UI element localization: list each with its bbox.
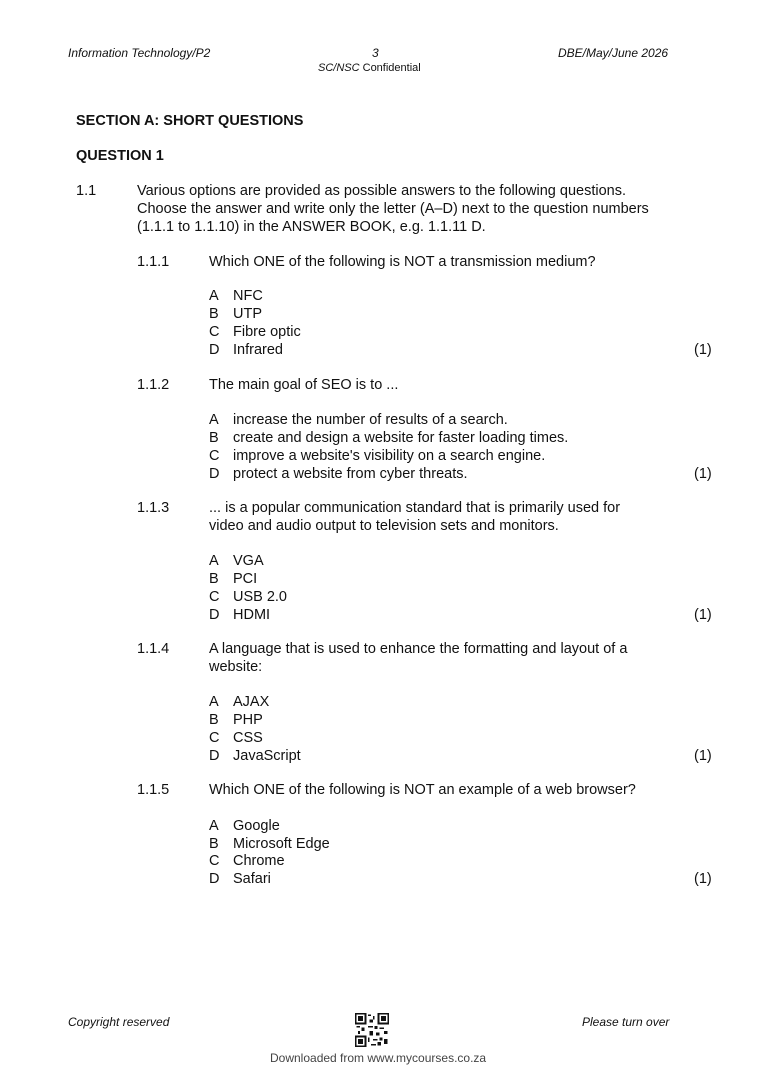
option <box>209 712 263 730</box>
option-letter: A <box>209 694 219 710</box>
option-letter: B <box>209 306 219 322</box>
option-text: HDMI <box>233 607 271 623</box>
option <box>209 589 287 607</box>
option-text: PHP <box>233 712 263 728</box>
option-letter: A <box>209 818 219 834</box>
confidential-suffix: Confidential <box>359 62 421 74</box>
option-letter: B <box>209 571 219 587</box>
option-text: Safari <box>233 871 271 887</box>
header-exam-date: DBE/May/June 2026 <box>558 46 669 60</box>
intro-line: (1.1.1 to 1.1.10) in the ANSWER BOOK, e.g. 1.1.11 D. <box>137 219 486 235</box>
option-letter: D <box>209 748 220 764</box>
option <box>209 553 264 571</box>
question-number: 1.1.2 <box>137 377 170 393</box>
option <box>209 607 270 625</box>
question-number: 1.1.4 <box>137 641 170 657</box>
confidential-prefix: SC/NSC <box>318 62 360 74</box>
option <box>209 836 330 854</box>
option-letter: C <box>209 448 220 464</box>
option <box>209 288 263 306</box>
option <box>209 430 568 448</box>
question-marks: (1) <box>694 607 712 623</box>
intro-line: Various options are provided as possible answers to the following questions. <box>137 183 626 199</box>
option-text: USB 2.0 <box>233 589 287 605</box>
option <box>209 412 508 430</box>
option-text: NFC <box>233 288 263 304</box>
option <box>209 448 545 466</box>
question-text: The main goal of SEO is to ... <box>209 377 399 393</box>
option-text: increase the number of results of a search. <box>233 412 508 428</box>
option-text: improve a website's visibility on a search engine. <box>233 448 546 464</box>
option-text: CSS <box>233 730 263 746</box>
option-letter: D <box>209 342 220 358</box>
option-text: Google <box>233 818 280 834</box>
question-number: 1.1.1 <box>137 254 170 270</box>
question-text: website: <box>209 659 263 675</box>
option-letter: D <box>209 466 220 482</box>
option-text: create and design a website for faster loading times. <box>233 430 569 446</box>
question-text: video and audio output to television sets and monitors. <box>209 518 559 534</box>
question-marks: (1) <box>694 342 712 358</box>
option-text: Fibre optic <box>233 324 301 340</box>
option <box>209 730 263 748</box>
option-letter: D <box>209 871 220 887</box>
option <box>209 324 301 342</box>
question-title: QUESTION 1 <box>76 148 164 164</box>
option-letter: C <box>209 730 220 746</box>
option-text: AJAX <box>233 694 270 710</box>
option-letter: D <box>209 607 220 623</box>
option <box>209 853 285 871</box>
option-letter: A <box>209 412 219 428</box>
option-letter: C <box>209 324 220 340</box>
option-text: JavaScript <box>233 748 301 764</box>
option-text: protect a website from cyber threats. <box>233 466 468 482</box>
option-letter: B <box>209 836 219 852</box>
question-text: A language that is used to enhance the formatting and layout of a <box>209 641 628 657</box>
qr-code-icon <box>355 1013 389 1052</box>
question-text: Which ONE of the following is NOT an example of a web browser? <box>209 782 636 798</box>
option-text: VGA <box>233 553 264 569</box>
option-letter: B <box>209 430 219 446</box>
question-text: ... is a popular communication standard that is primarily used for <box>209 500 621 516</box>
footer-download-link[interactable]: Downloaded from www.mycourses.co.za <box>270 1051 487 1065</box>
intro-number: 1.1 <box>76 183 97 199</box>
option <box>209 306 262 324</box>
option <box>209 571 257 589</box>
option <box>209 694 269 712</box>
option <box>209 748 301 766</box>
footer-turn-over: Please turn over <box>582 1015 670 1029</box>
option-text: Chrome <box>233 853 285 869</box>
option-text: Infrared <box>233 342 283 358</box>
question-number: 1.1.3 <box>137 500 170 516</box>
option-letter: B <box>209 712 219 728</box>
footer-copyright: Copyright reserved <box>68 1015 170 1029</box>
option-text: UTP <box>233 306 262 322</box>
question-marks: (1) <box>694 748 712 764</box>
option-letter: C <box>209 589 220 605</box>
header-subject: Information Technology/P2 <box>68 46 211 60</box>
option <box>209 871 271 889</box>
question-marks: (1) <box>694 871 712 887</box>
option <box>209 466 468 484</box>
header-confidential <box>318 62 421 74</box>
option <box>209 818 280 836</box>
section-title: SECTION A: SHORT QUESTIONS <box>76 113 304 129</box>
option-letter: A <box>209 553 219 569</box>
option-letter: A <box>209 288 219 304</box>
option-letter: C <box>209 853 220 869</box>
question-marks: (1) <box>694 466 712 482</box>
header-page-number: 3 <box>372 46 379 60</box>
intro-line: Choose the answer and write only the letter (A–D) next to the question numbers <box>137 201 649 217</box>
option-text: Microsoft Edge <box>233 836 330 852</box>
question-number: 1.1.5 <box>137 782 170 798</box>
question-text: Which ONE of the following is NOT a transmission medium? <box>209 254 596 270</box>
option-text: PCI <box>233 571 258 587</box>
option <box>209 342 283 360</box>
